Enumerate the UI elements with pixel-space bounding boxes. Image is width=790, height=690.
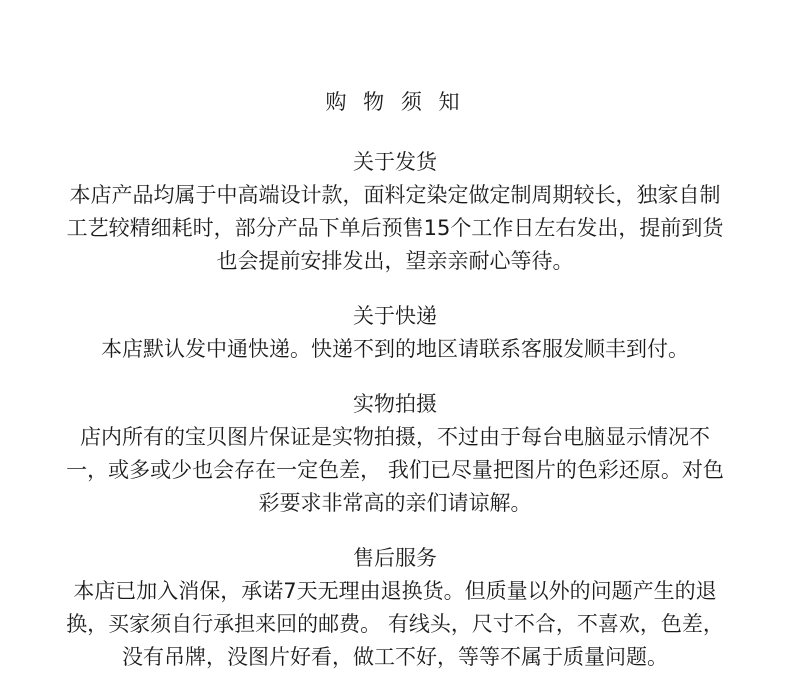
- section-heading-after-sales: 售后服务: [353, 546, 437, 570]
- section-text-line: 换，买家须自行承担来回的邮费。 有线头，尺寸不合，不喜欢，色差，: [66, 612, 724, 636]
- section-text-line: 工艺较精细耗时，部分产品下单后预售15个工作日左右发出，提前到货: [66, 216, 724, 240]
- section-text-line: 本店默认发中通快递。快递不到的地区请联系客服发顺丰到付。: [101, 337, 689, 361]
- notice-title: 购 物 须 知: [325, 90, 465, 114]
- section-shipping: [0, 146, 790, 278]
- section-courier: [0, 300, 790, 366]
- section-text-line: 本店产品均属于中高端设计款，面料定染定做定制周期较长，独家自制: [69, 183, 721, 207]
- section-text-line: 彩要求非常高的亲们请谅解。: [258, 491, 532, 515]
- section-heading-courier: 关于快递: [353, 304, 437, 328]
- section-text-line: 一，或多或少也会存在一定色差， 我们已尽量把图片的色彩还原。对色: [66, 458, 724, 482]
- section-text-line: 店内所有的宝贝图片保证是实物拍摄，不过由于每台电脑显示情况不: [80, 425, 710, 449]
- section-text-line: 没有吊牌，没图片好看，做工不好，等等不属于质量问题。: [122, 645, 668, 669]
- section-heading-photography: 实物拍摄: [353, 392, 437, 416]
- section-after-sales: [0, 542, 790, 674]
- section-text-line: 本店已加入消保，承诺7天无理由退换货。但质量以外的问题产生的退: [73, 579, 717, 603]
- section-photography: [0, 388, 790, 520]
- section-heading-shipping: 关于发货: [353, 150, 437, 174]
- section-text-line: 也会提前安排发出，望亲亲耐心等待。: [216, 249, 574, 273]
